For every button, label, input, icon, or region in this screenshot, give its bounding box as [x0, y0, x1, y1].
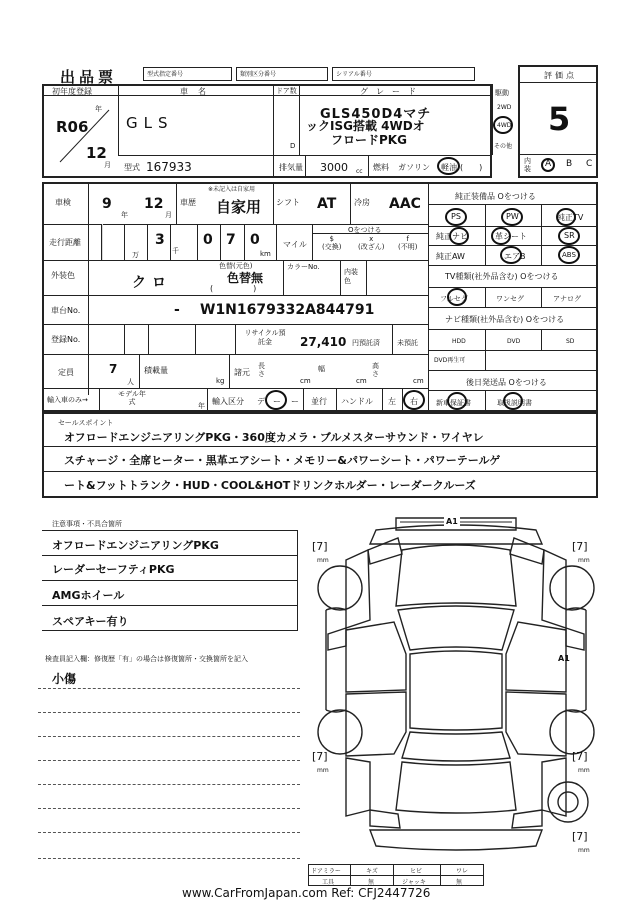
mileage-sen: 千 — [172, 247, 179, 255]
equip-ps: PS — [451, 212, 461, 221]
mileage-digit-7: 7 — [226, 232, 236, 248]
handle-right: 右 — [410, 397, 418, 406]
load-label: 積載量 — [144, 366, 168, 375]
shaken-month-unit: 月 — [165, 211, 172, 219]
ruibetsu-box — [236, 67, 328, 81]
width-cm: cm — [356, 377, 367, 385]
tire-fl-value: [7] — [312, 540, 328, 553]
tire-rl-value: [7] — [312, 750, 328, 763]
note-item-4: スペアキー有り — [52, 615, 129, 628]
shaken-year-unit: 年 — [121, 211, 128, 219]
reibo-value: AAC — [389, 196, 421, 212]
drive-label: 駆動 — [495, 89, 509, 97]
tire-fr-value: [7] — [572, 540, 588, 553]
import-kind-dash2: ー — [291, 397, 299, 406]
mileage-label: 走行距離 — [49, 238, 81, 247]
tire-rr-value: [7] — [572, 750, 588, 763]
note-item-2: レーダーセーフティPKG — [52, 563, 175, 576]
handle-label: ハンドル — [341, 397, 373, 406]
legend-ware: ワレ — [456, 868, 469, 875]
fuel-label: 燃料 — [373, 163, 389, 172]
length-label: 長さ — [258, 362, 265, 378]
navi-dvd: DVD — [507, 338, 521, 345]
drive-2wd: 2WD — [497, 104, 512, 111]
tire-rr-mm: mm — [578, 767, 590, 774]
interior-label: 内装 — [524, 157, 531, 173]
tv-analog: アナログ — [553, 295, 581, 303]
mileage-digit-3: 3 — [155, 232, 165, 248]
import-kind-dash: ー — [273, 397, 281, 406]
model-code: 167933 — [146, 160, 192, 174]
capacity-label: 定員 — [58, 368, 74, 377]
color-value: クロ — [132, 275, 172, 291]
tv-oneseg: ワンセグ — [496, 295, 524, 303]
post-manual: 取扱説明書 — [497, 399, 532, 407]
height-cm: cm — [413, 377, 424, 385]
model-year-label: モデル年式 — [118, 390, 146, 406]
page-title: 出品票 — [60, 68, 118, 86]
score-value: 5 — [548, 100, 571, 138]
chassis-label: 車台No. — [51, 306, 81, 315]
tire-fr-mm: mm — [578, 557, 590, 564]
selling-line-2: スチャージ・全席ヒーター・黒革エアシート・メモリー&パワーシート・パワーテールゲ — [64, 454, 501, 467]
capacity-value: 7 — [109, 362, 118, 376]
handle-left: 左 — [388, 397, 396, 406]
shift-label: シフト — [276, 198, 300, 207]
model-label: 型式 — [124, 163, 140, 172]
interior-c: C — [586, 159, 593, 169]
equip-sr: SR — [564, 231, 575, 240]
mile-label: マイル — [283, 240, 307, 249]
year-unit: 年 — [95, 105, 102, 113]
drive-4wd: 4WD — [497, 122, 512, 129]
mileage-digit-0b: 0 — [250, 232, 260, 248]
tv-fullseg: フルセグ — [440, 295, 468, 303]
interior-a: A — [545, 159, 552, 169]
legend-jack-value: 無 — [456, 879, 463, 886]
equip-airbag: エアB — [504, 252, 526, 261]
width-label: 幅 — [318, 365, 325, 373]
import-kind-label: 輸入区分 — [212, 397, 244, 406]
displacement-label: 排気量 — [279, 163, 303, 172]
recycle-label: リサイクル預託金 — [244, 329, 286, 346]
height-label: 高さ — [372, 362, 379, 378]
mile-circle-note: Oをつける — [348, 226, 382, 234]
front-damage-mark: A1 — [446, 517, 458, 526]
equip-tv: 純正TV — [557, 213, 584, 222]
door-d: D — [290, 142, 296, 150]
import-kind-nami: 並行 — [311, 397, 327, 406]
fuel-diesel: 軽油 — [441, 163, 457, 172]
post-title: 後日発送品 Oをつける — [466, 378, 547, 387]
notes-label: 注意事項・不具合箇所 — [52, 520, 122, 528]
fuel-paren: ( ) — [460, 163, 483, 172]
tire-rl-mm: mm — [317, 767, 329, 774]
grade-label: グレード — [360, 87, 424, 96]
score-label: 評価点 — [544, 71, 577, 80]
interior-b: B — [566, 159, 573, 169]
post-warranty: 新車保証書 — [436, 399, 471, 407]
import-label: 輸入車のみ→ — [47, 396, 88, 404]
car-name: GLS — [126, 114, 174, 132]
dvd-label: DVD再生可 — [434, 357, 466, 364]
footer-reference[interactable]: www.CarFromJapan.com Ref: CFJ2447726 — [182, 886, 431, 900]
serial-label: シリアル番号 — [336, 71, 372, 78]
shareki-label: 車歴 — [180, 198, 196, 207]
inspector-label: 検査員記入欄：修復歴「有」の場合は修復箇所・交換箇所を記入 — [45, 655, 248, 663]
equip-aw: 純正AW — [436, 252, 465, 261]
legend-tools-label: 工具 — [322, 879, 335, 886]
navi-hdd: HDD — [452, 338, 466, 345]
reibo-label: 冷房 — [354, 198, 370, 207]
recycle-unpaid: 未預託 — [397, 339, 418, 347]
mileage-km: km — [260, 250, 271, 258]
equip-leather: 革シート — [495, 232, 527, 241]
month-unit: 月 — [104, 161, 111, 169]
fuel-gas: ガソリン — [398, 163, 430, 172]
reg-no-label: 登録No. — [51, 335, 81, 344]
navi-sd: SD — [566, 338, 575, 345]
ruibetsu-label: 類別区分番号 — [240, 71, 277, 78]
mileage-digit-0: 0 — [203, 232, 213, 248]
shareki-value: 自家用 — [216, 198, 262, 216]
fuel-diesel-circle — [437, 157, 460, 175]
note-item-1: オフロードエンジニアリングPKG — [52, 539, 219, 552]
mile-opt-exchange: $ (交換) — [322, 235, 342, 251]
tire-fl-mm: mm — [317, 557, 329, 564]
serial-box — [332, 67, 475, 81]
grade-line-2: ックISG搭載 4WDオ — [306, 119, 425, 133]
drive-4wd-circle — [493, 116, 513, 134]
color-orig-value: 色替無 — [227, 271, 264, 285]
first-reg-label: 初年度登録 — [52, 87, 92, 96]
genuine-title: 純正装備品 Oをつける — [455, 192, 536, 201]
selling-line-3: ート&フットトランク・HUD・COOL&HOTドリンクホルダー・レーダークルーズ — [64, 479, 476, 492]
import-kind-de: デ — [257, 397, 265, 406]
shareki-note: ※未記入は自家用 — [208, 186, 256, 193]
side-damage-mark: A1 — [558, 654, 570, 663]
tire-spare-value: [7] — [572, 830, 588, 843]
legend-hibi: ヒビ — [410, 868, 423, 875]
dims-label: 諸元 — [234, 368, 250, 377]
cc-unit: cc — [356, 168, 363, 175]
model-year-unit: 年 — [198, 402, 205, 410]
shift-value: AT — [317, 196, 337, 212]
equip-navi: 純正ナビ — [436, 232, 468, 241]
shamei-label: 車名 — [180, 87, 216, 96]
katashiki-box — [143, 67, 232, 81]
color-orig-label: 色替(元色) — [219, 262, 253, 270]
legend-mirror: ドアミラー — [311, 868, 341, 875]
displacement-value: 3000 — [320, 161, 348, 174]
note-item-3: AMGホイール — [52, 589, 125, 602]
recycle-paid: 円預託済 — [352, 339, 380, 347]
legend-tools-value: 無 — [368, 879, 375, 886]
selling-line-1: オフロードエンジニアリングPKG・360度カメラ・ブルメスターサウンド・ワイヤレ — [64, 431, 484, 444]
navi-title: ナビ種類(社外品含む) Oをつける — [445, 315, 565, 324]
selling-label: セールスポイント — [58, 419, 114, 427]
first-reg-month: 12 — [86, 144, 107, 162]
car-diagram — [306, 510, 606, 870]
color-label: 外装色 — [51, 271, 75, 280]
equip-pw: PW — [506, 212, 519, 221]
length-cm: cm — [300, 377, 311, 385]
capacity-unit: 人 — [127, 378, 134, 386]
chassis-value: W1N1679332A844791 — [200, 302, 375, 318]
interior-color-label: 内装色 — [344, 268, 358, 285]
doors-label: ドア数 — [276, 87, 297, 95]
shaken-month: 12 — [144, 196, 164, 212]
inspector-value: 小傷 — [52, 672, 77, 686]
katashiki-label: 型式指定番号 — [147, 71, 184, 78]
color-paren: ( ) — [210, 284, 257, 293]
legend-kizu: キズ — [366, 868, 378, 875]
mile-opt-unknown: f (不明) — [398, 235, 418, 251]
first-reg-era: R06 — [56, 118, 89, 136]
recycle-value: 27,410 — [300, 335, 347, 349]
tv-title: TV種類(社外品含む) Oをつける — [445, 272, 559, 281]
grade-line-1: GLS450D4マチ — [320, 107, 432, 122]
shaken-label: 車検 — [55, 198, 71, 207]
tire-spare-mm: mm — [578, 847, 590, 854]
drive-other: その他 — [494, 143, 513, 150]
load-unit: kg — [216, 377, 225, 385]
mileage-man: 万 — [132, 251, 139, 259]
mile-opt-tamper: x (改ざん) — [358, 235, 385, 251]
shaken-year: 9 — [102, 196, 112, 212]
handle-right-circle — [403, 390, 425, 410]
chassis-dash: - — [174, 302, 180, 318]
grade-line-3: フロードPKG — [331, 133, 407, 147]
equip-abs: ABS — [562, 251, 576, 259]
color-no-label: カラーNo. — [287, 263, 320, 271]
legend-jack-label: ジャッキ — [402, 879, 426, 886]
